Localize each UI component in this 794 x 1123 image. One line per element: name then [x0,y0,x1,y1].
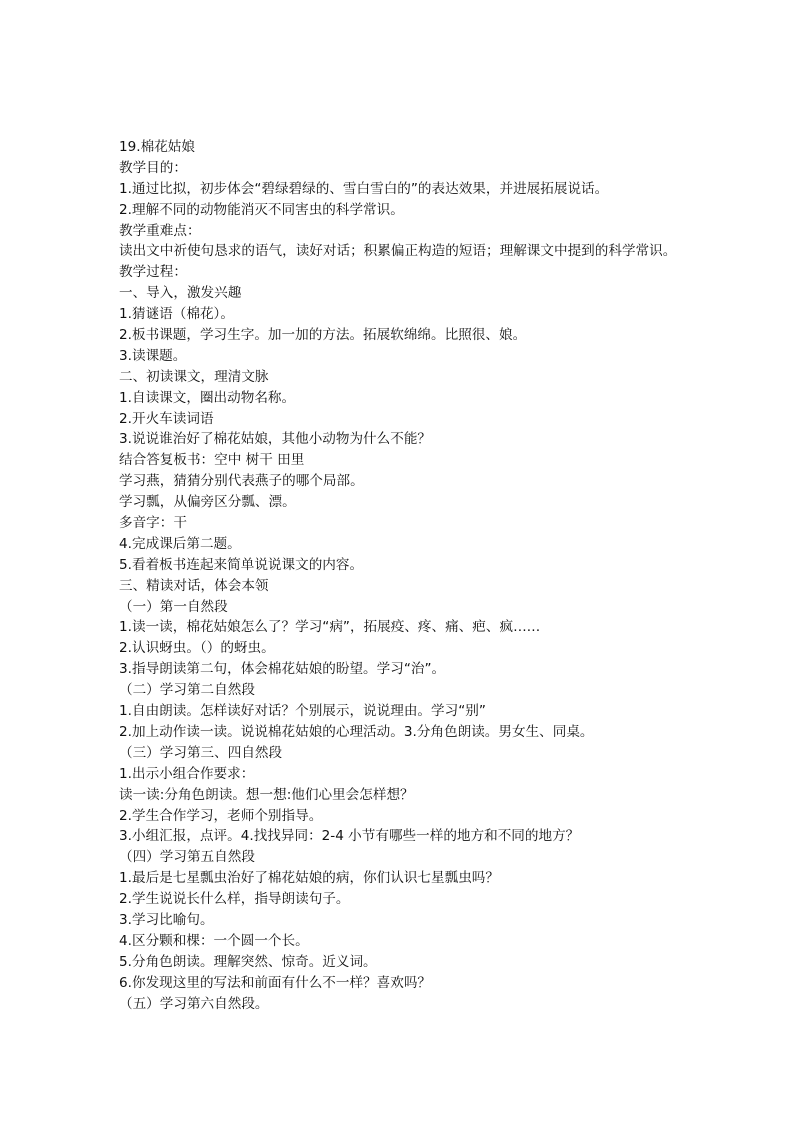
text-line: 2.学生合作学习，老师个别指导。 [119,807,323,824]
step-heading: 二、初读课文，理清文脉 [119,368,269,385]
text-line: 1.最后是七星瓢虫治好了棉花姑娘的病，你们认识七星瓢虫吗？ [119,870,499,887]
text-line: 3.小组汇报，点评。4.找找异同：2-4 小节有哪些一样的地方和不同的地方？ [119,828,580,845]
document-body [119,137,759,1014]
text-line: 读一读:分角色朗读。想一想:他们心里会怎样想？ [119,786,414,803]
section-heading-process: 教学过程： [119,264,187,281]
step-heading: 三、精读对话，体会本领 [119,577,269,594]
sub-heading: （三）学习第三、四自然段 [119,744,283,761]
text-line: 4.区分颗和棵：一个圆一个长。 [119,932,309,949]
text-line: 2.理解不同的动物能消灭不同害虫的科学常识。 [119,201,404,218]
text-line: 1.通过比拟，初步体会“碧绿碧绿的、雪白雪白的”的表达效果，并进展拓展说话。 [119,180,609,197]
text-line: 3.学习比喻句。 [119,911,214,928]
step-heading: 一、导入，激发兴趣 [119,285,242,302]
text-line: 结合答复板书：空中 树干 田里 [119,452,305,469]
text-line: 2.加上动作读一读。说说棉花姑娘的心理活动。3.分角色朗读。男女生、同桌。 [119,723,594,740]
text-line: 1.读一读，棉花姑娘怎么了？学习“病”，拓展疫、疼、痛、疤、疯…… [119,619,541,636]
section-heading-objectives: 教学目的： [119,159,187,176]
text-line: 4.完成课后第二题。 [119,535,241,552]
text-line: 5.看着板书连起来简单说说课文的内容。 [119,556,364,573]
text-line: 1.出示小组合作要求： [119,765,255,782]
text-line: 1.自读课文，圈出动物名称。 [119,389,296,406]
text-line: 2.板书课题，学习生字。加一加的方法。拓展软绵绵。比照很、娘。 [119,327,527,344]
text-line: 2.开火车读词语 [119,410,214,427]
text-line: 2.认识蚜虫。（）的蚜虫。 [119,640,275,657]
sub-heading: （五）学习第六自然段。 [119,995,269,1012]
sub-heading: （四）学习第五自然段 [119,849,255,866]
text-line: 学习燕，猜猜分别代表燕子的哪个局部。 [119,473,364,490]
text-line: 读出文中祈使句恳求的语气，读好对话；积累偏正构造的短语；理解课文中提到的科学常识。 [119,243,677,260]
text-line: 2.学生说说长什么样，指导朗读句子。 [119,891,350,908]
sub-heading: （一）第一自然段 [119,598,228,615]
section-heading-key-points: 教学重难点： [119,222,201,239]
text-line: 3.指导朗读第二句，体会棉花姑娘的盼望。学习“治”。 [119,661,446,678]
text-line: 6.你发现这里的写法和前面有什么不一样？喜欢吗？ [119,974,432,991]
lesson-title: 19.棉花姑娘 [119,139,195,155]
sub-heading: （二）学习第二自然段 [119,682,255,699]
text-line: 1.自由朗读。怎样读好对话？个别展示，说说理由。学习“别” [119,703,486,720]
text-line: 5.分角色朗读。理解突然、惊奇。近义词。 [119,953,377,970]
text-line: 学习瓢，从偏旁区分瓢、漂。 [119,494,296,511]
text-line: 3.说说谁治好了棉花姑娘，其他小动物为什么不能？ [119,431,432,448]
text-line: 1.猜谜语（棉花）。 [119,306,234,323]
text-line: 3.读课题。 [119,347,187,364]
text-line: 多音字：干 [119,515,187,532]
